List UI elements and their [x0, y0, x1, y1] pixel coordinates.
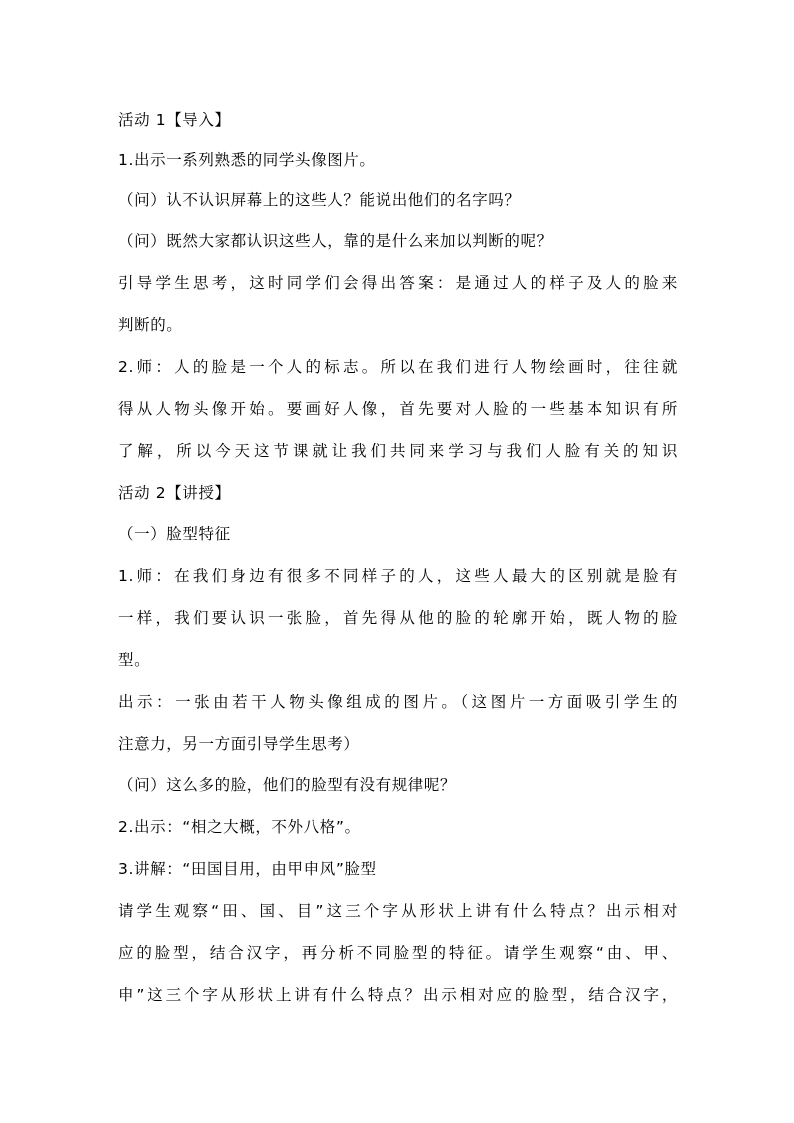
paragraph-line: 2.出示：“相之大概，不外八格”。	[118, 818, 361, 836]
heading-activity-1: 活动 1【导入】	[118, 111, 231, 129]
paragraph-line: 注意力，另一方面引导学生思考）	[118, 735, 360, 753]
paragraph-line: 请学生观察“田、国、目”这三个字从形状上讲有什么特点？出示相对	[118, 902, 678, 920]
paragraph-line: 出示：一张由若干人物头像组成的图片。（这图片一方面吸引学生的	[118, 693, 678, 711]
paragraph-line: 型。	[118, 651, 151, 669]
paragraph-line: 应的脸型，结合汉字，再分析不同脸型的特征。请学生观察“由、甲、	[118, 944, 678, 962]
paragraph-line: （问）这么多的脸，他们的脸型有没有规律呢？	[118, 776, 457, 794]
paragraph-line: 2.师：人的脸是一个人的标志。所以在我们进行人物绘画时，往往就	[118, 358, 678, 376]
paragraph-line: 一样，我们要认识一张脸，首先得从他的脸的轮廓开始，既人物的脸	[118, 609, 678, 627]
paragraph-line: 引导学生思考，这时同学们会得出答案：是通过人的样子及人的脸来	[118, 274, 678, 292]
paragraph-line: 1.出示一系列熟悉的同学头像图片。	[118, 151, 376, 169]
section-heading: （一）脸型特征	[118, 525, 231, 543]
paragraph-line: 判断的。	[118, 316, 183, 334]
paragraph-line: 了解，所以今天这节课就让我们共同来学习与我们人脸有关的知识	[118, 442, 678, 460]
paragraph-line: 1.师：在我们身边有很多不同样子的人，这些人最大的区别就是脸有	[118, 567, 678, 585]
paragraph-line: 3.讲解：“田国目用，由甲申风”脸型	[118, 860, 377, 878]
heading-activity-2: 活动 2【讲授】	[118, 484, 231, 502]
paragraph-line: 申”这三个字从形状上讲有什么特点？出示相对应的脸型，结合汉字，	[118, 986, 678, 1004]
paragraph-line: 得从人物头像开始。要画好人像，首先要对人脸的一些基本知识有所	[118, 400, 678, 418]
paragraph-line: （问）认不认识屏幕上的这些人？能说出他们的名字吗？	[118, 191, 521, 209]
paragraph-line: （问）既然大家都认识这些人，靠的是什么来加以判断的呢？	[118, 232, 553, 250]
